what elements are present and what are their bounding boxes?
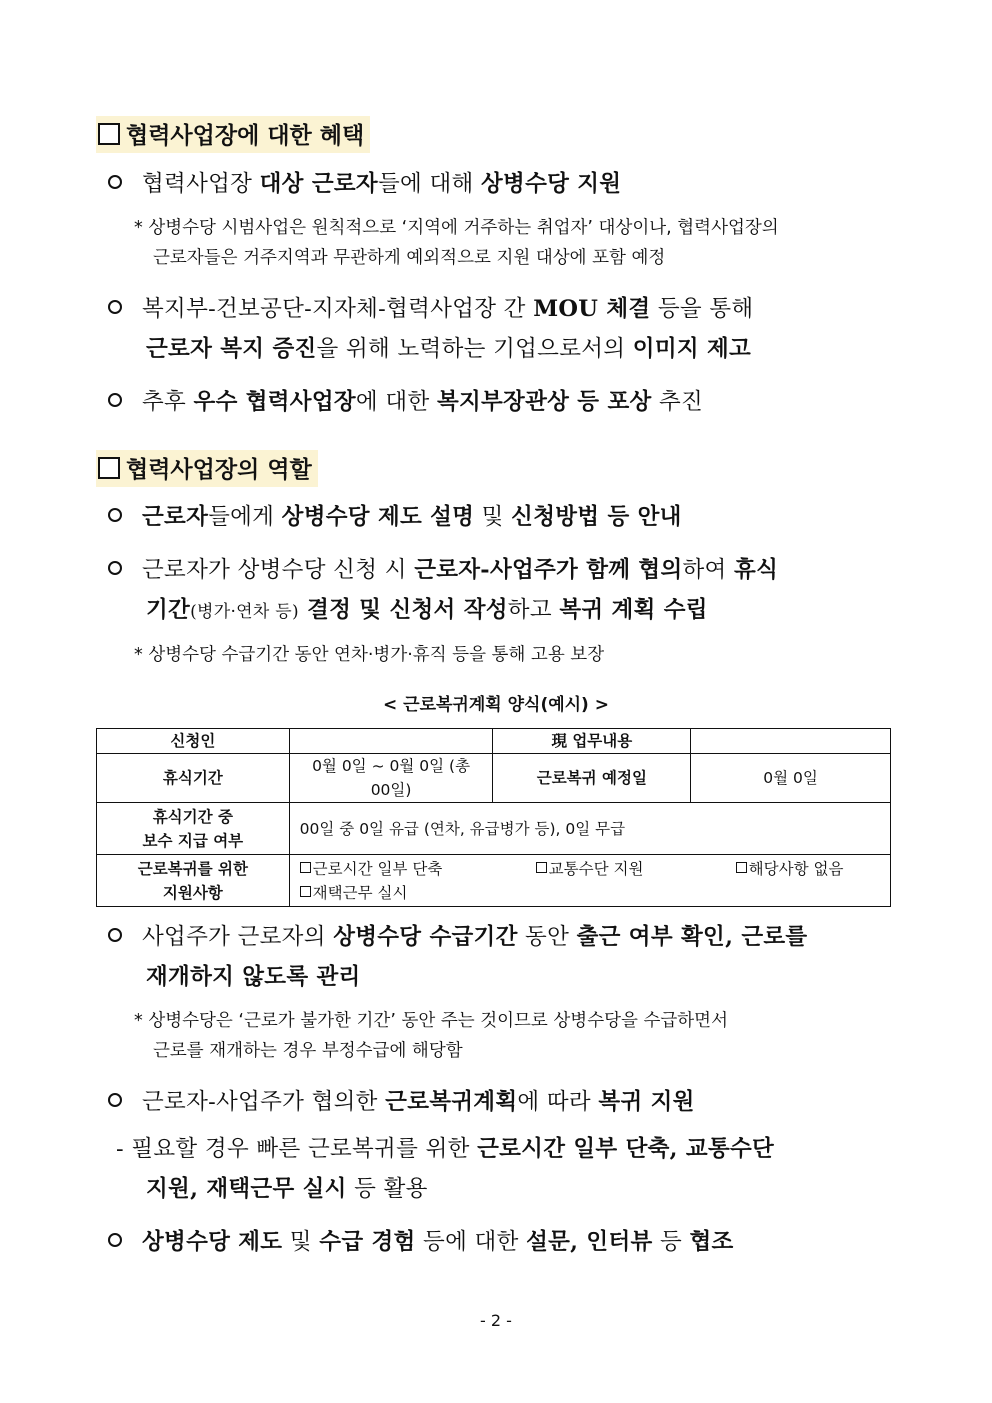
text: 등에 대한: [415, 1229, 527, 1255]
text: 근로자-사업주가 협의한: [142, 1089, 386, 1115]
text-bold: 대상 근로자: [259, 171, 378, 197]
label-line: 근로복귀를 위한: [137, 859, 248, 878]
circle-bullet-icon: [108, 300, 122, 314]
text-bold: 복지부장관상 등 포상: [436, 389, 652, 415]
text: 에 대한: [355, 389, 437, 415]
dash-item-measures: [116, 1129, 774, 1209]
label-line: 휴식기간 중: [152, 807, 233, 826]
text-bold: 근로복귀계획: [385, 1089, 518, 1115]
text: 협력사업장: [142, 171, 260, 197]
text-bold: 이미지 제고: [632, 336, 752, 362]
note-line: * 상병수당 시범사업은 원칙적으로 ‘지역에 거주하는 취업자’ 대상이나, 협력사업장의: [134, 218, 779, 238]
text-bold: 근로자-사업주가 함께 협의: [414, 557, 683, 583]
circle-bullet-icon: [108, 1233, 122, 1247]
label-support: [97, 855, 290, 907]
checkbox-icon: [736, 862, 747, 873]
text: 등 활용: [346, 1176, 428, 1202]
rest-period-value: 0월 0일 ~ 0월 0일 (총 00일): [289, 754, 493, 803]
text: 하고: [507, 597, 560, 623]
text: - 필요할 경우 빠른 근로복귀를 위한: [116, 1136, 478, 1162]
support-options: [289, 855, 890, 907]
text-bold: 출근 여부 확인, 근로를: [576, 924, 808, 950]
table-row: [97, 754, 891, 803]
text-bold: 지원, 재택근무 실시: [146, 1176, 347, 1202]
text-bold: 결정 및 신청서 작성: [298, 597, 508, 623]
text-bold: 신청방법 등 안내: [511, 504, 682, 530]
text: 을 위해 노력하는 기업으로서의: [316, 336, 633, 362]
text-bold: 협조: [689, 1229, 734, 1255]
text: 등: [652, 1229, 690, 1255]
option-transport[interactable]: [536, 857, 736, 881]
bullet-award: [108, 382, 703, 422]
note-line: * 상병수당은 ‘근로가 불가한 기간’ 동안 주는 것이므로 상병수당을 수급하면서: [134, 1011, 728, 1031]
text-bold: 상병수당 지원: [481, 171, 622, 197]
text-bold: 수급 경험: [319, 1229, 416, 1255]
text: 복지부-건보공단-지자체-협력사업장 간: [142, 296, 534, 322]
checkbox-icon: [536, 862, 547, 873]
circle-bullet-icon: [108, 928, 122, 942]
checkbox-icon: [300, 862, 311, 873]
circle-bullet-icon: [108, 561, 122, 575]
text-small: (병가·연차 등): [190, 602, 299, 622]
return-date-value: 0월 0일: [691, 754, 891, 803]
text: 추진: [651, 389, 704, 415]
checkbox-square-icon: [98, 123, 120, 145]
note-eligibility: [134, 213, 779, 273]
text: 근로자가 상병수당 신청 시: [142, 557, 415, 583]
text: 에 따라: [517, 1089, 599, 1115]
text: 하여: [682, 557, 735, 583]
text-bold: 재개하지 않도록 관리: [146, 964, 361, 990]
text: 추후: [142, 389, 194, 415]
text-bold: 기간: [146, 597, 191, 623]
section-title: 협력사업장에 대한 혜택: [126, 123, 365, 149]
label-applicant: 신청인: [97, 729, 290, 754]
bullet-return-support: [108, 1082, 695, 1122]
label-line: 지원사항: [162, 883, 223, 902]
label-return-date: 근로복귀 예정일: [493, 754, 691, 803]
table-row: [97, 855, 891, 907]
section-title: 협력사업장의 역할: [126, 457, 312, 483]
text-bold: 상병수당 수급기간: [333, 924, 518, 950]
text-bold: 근로자: [142, 504, 209, 530]
text: 및: [474, 504, 512, 530]
option-reduce-hours[interactable]: [300, 857, 536, 881]
bullet-mou: [108, 289, 753, 369]
text: 들에게: [208, 504, 282, 530]
checkbox-icon: [300, 886, 311, 897]
section-heading-roles: [96, 450, 318, 487]
applicant-value: [289, 729, 493, 754]
circle-bullet-icon: [108, 1093, 122, 1107]
note-line: 근로자들은 거주지역과 무관하게 예외적으로 지원 대상에 포함 예정: [153, 248, 666, 268]
text-bold: 상병수당 제도 설명: [281, 504, 475, 530]
text-bold: 설문, 인터뷰: [526, 1229, 653, 1255]
label-pay: [97, 803, 290, 855]
text: 동안: [517, 924, 577, 950]
text-bold: 복귀 지원: [598, 1089, 695, 1115]
table-caption: < 근로복귀계획 양식(예시) >: [382, 695, 609, 715]
bullet-consultation: [108, 550, 778, 632]
label-line: 보수 지급 여부: [142, 831, 244, 850]
option-none[interactable]: [736, 857, 844, 881]
note-fraud: [134, 1006, 728, 1066]
page-number: - 2 -: [480, 1311, 512, 1330]
checkbox-square-icon: [98, 457, 120, 479]
label-rest-period: 휴식기간: [97, 754, 290, 803]
current-job-value: [691, 729, 891, 754]
option-remote-work[interactable]: [300, 881, 408, 905]
table-row: [97, 729, 891, 754]
bullet-attendance: [108, 917, 807, 997]
section-heading-benefits: [96, 116, 370, 153]
label-current-job: 現 업무내용: [493, 729, 691, 754]
text-bold: MOU 체결: [533, 296, 651, 322]
option-label: 재택근무 실시: [312, 883, 408, 902]
text: 등을 통해: [650, 296, 754, 322]
bullet-support: [108, 164, 621, 204]
text-bold: 근로시간 일부 단축, 교통수단: [477, 1136, 775, 1162]
text-bold: 휴식: [734, 557, 779, 583]
note-employment: [134, 640, 604, 670]
option-label: 근로시간 일부 단축: [312, 859, 443, 878]
note-line: 근로를 재개하는 경우 부정수급에 해당함: [153, 1041, 463, 1061]
bullet-survey: [108, 1222, 734, 1262]
text-bold: 상병수당 제도: [142, 1229, 283, 1255]
text-bold: 복귀 계획 수립: [559, 597, 708, 623]
option-label: 교통수단 지원: [548, 859, 644, 878]
text: 들에 대해: [377, 171, 481, 197]
note-line: * 상병수당 수급기간 동안 연차·병가·휴직 등을 통해 고용 보장: [134, 645, 605, 665]
text-bold: 우수 협력사업장: [193, 389, 356, 415]
circle-bullet-icon: [108, 508, 122, 522]
circle-bullet-icon: [108, 175, 122, 189]
text: 및: [282, 1229, 320, 1255]
circle-bullet-icon: [108, 393, 122, 407]
option-label: 해당사항 없음: [748, 859, 844, 878]
text: 사업주가 근로자의: [142, 924, 334, 950]
text-bold: 근로자 복지 증진: [146, 336, 317, 362]
pay-value: 00일 중 0일 유급 (연차, 유급병가 등), 0일 무급: [289, 803, 890, 855]
return-plan-table: [96, 728, 891, 907]
bullet-guidance: [108, 497, 682, 537]
table-row: [97, 803, 891, 855]
